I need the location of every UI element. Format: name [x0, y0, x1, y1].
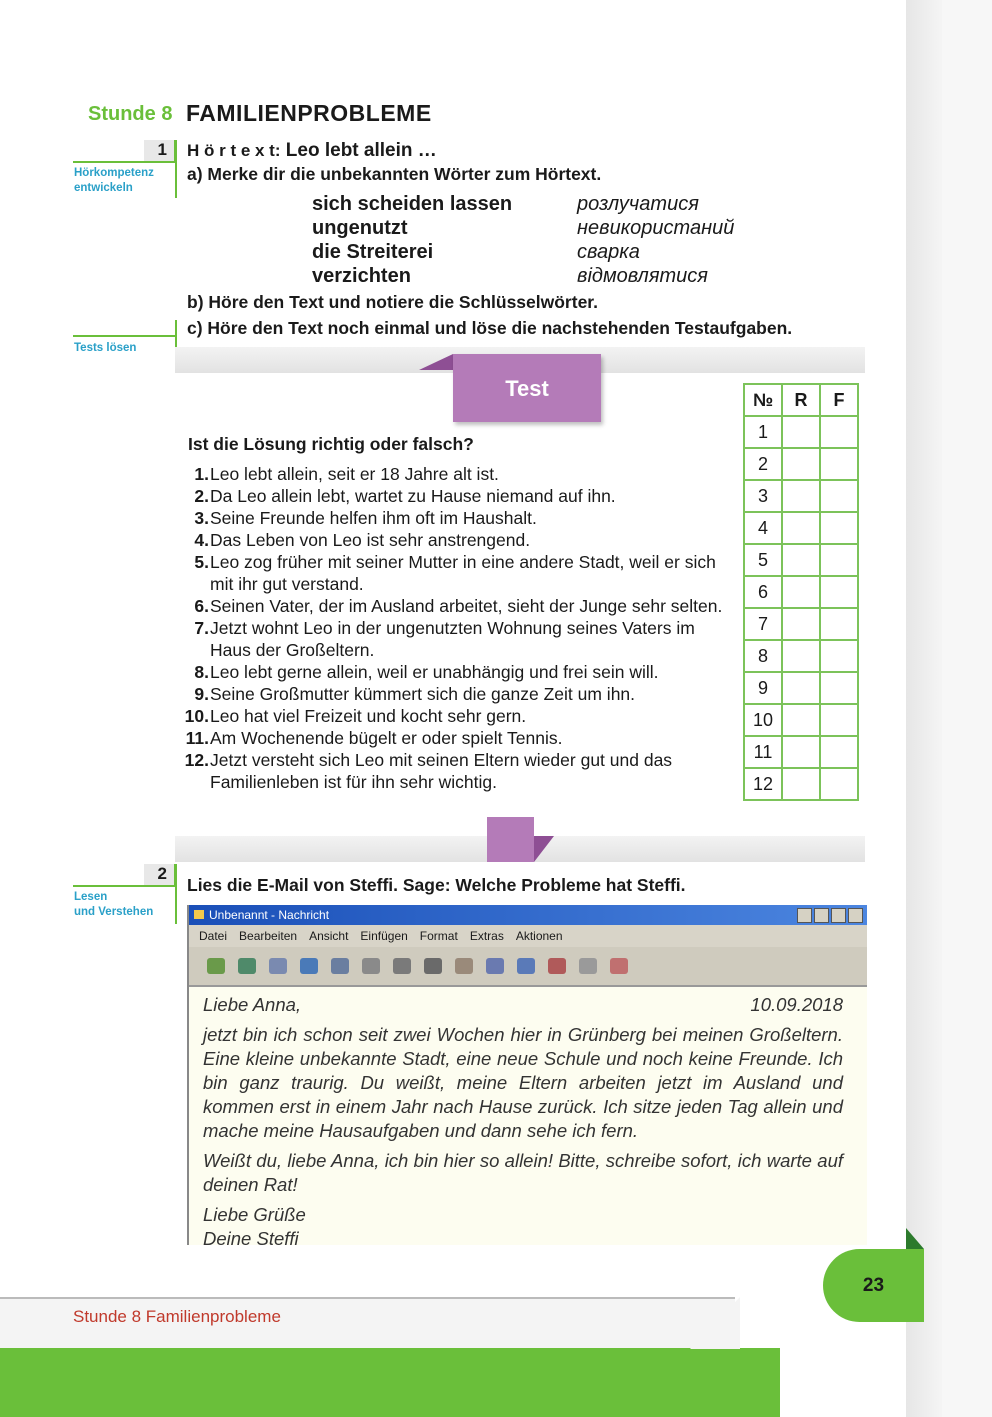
answer-cell-r[interactable]: [782, 768, 820, 800]
answer-row: [744, 640, 858, 672]
test-item: 10. Leo hat viel Freizeit und kocht sehr gern.: [184, 706, 527, 726]
answer-cell-r[interactable]: [782, 576, 820, 608]
answer-row-number: 7: [744, 608, 782, 640]
window-controls: [797, 908, 863, 923]
page-edge-inner: [942, 0, 992, 1417]
answer-row: [744, 672, 858, 704]
copy-icon[interactable]: [393, 958, 411, 974]
test-item: 3. Seine Freunde helfen ihm oft im Haushalt.: [194, 508, 537, 528]
answer-row-number: 9: [744, 672, 782, 704]
email-greeting: Liebe Anna,: [203, 994, 302, 1015]
side-rule-2: [73, 885, 176, 887]
email-window-title: Unbenannt - Nachricht: [209, 908, 330, 922]
instruction-task2: Lies die E-Mail von Steffi. Sage: Welche Probleme hat Steffi.: [187, 875, 686, 895]
menu-aktionen[interactable]: Aktionen: [515, 929, 563, 943]
answer-row: [744, 704, 858, 736]
save-icon[interactable]: [238, 958, 256, 974]
test-item: 5. Leo zog früher mit seiner Mutter in eine andere Stadt, weil er sich mit ihr gut verstand.: [194, 552, 716, 594]
answer-cell-f[interactable]: [820, 640, 858, 672]
email-titlebar: [189, 905, 867, 925]
side-label-tests: Tests lösen: [74, 342, 137, 354]
email-closing: Liebe Grüße: [203, 1204, 306, 1225]
answer-row: [744, 480, 858, 512]
hortext-heading: H ö r t e x t: Leo lebt allein …: [187, 140, 437, 161]
vocab-uk: відмовлятися: [577, 265, 708, 287]
answer-table: [743, 383, 859, 801]
email-date: 10.09.2018: [750, 994, 843, 1015]
page-tab-fold: [906, 1228, 924, 1249]
maximize-icon[interactable]: [831, 908, 846, 923]
test-item: 11. Am Wochenende bügelt er oder spielt Tennis.: [185, 728, 563, 748]
answer-cell-f[interactable]: [820, 672, 858, 704]
answer-cell-r[interactable]: [782, 416, 820, 448]
answer-cell-f[interactable]: [820, 448, 858, 480]
vocab-de: sich scheiden lassen: [312, 193, 513, 215]
envelope-icon: [194, 910, 204, 919]
answer-row-number: 11: [744, 736, 782, 768]
task-number-2: 2: [144, 864, 177, 886]
side-label-hoerkompetenz: Hörkompetenz entwickeln: [74, 167, 154, 194]
test-item: 6. Seinen Vater, der im Ausland arbeitet, sieht der Junge sehr selten.: [194, 596, 723, 616]
options-icon[interactable]: [579, 958, 597, 974]
page-number: 23: [823, 1249, 924, 1322]
address-book-icon[interactable]: [486, 958, 504, 974]
answer-row: [744, 512, 858, 544]
answer-header-f: F: [820, 384, 858, 416]
side-rule: [73, 161, 176, 163]
menu-bearbeiten[interactable]: Bearbeiten: [239, 929, 298, 943]
flag-icon[interactable]: [548, 958, 566, 974]
answer-row-number: 6: [744, 576, 782, 608]
answer-row: [744, 608, 858, 640]
answer-row-number: 3: [744, 480, 782, 512]
menu-ansicht[interactable]: Ansicht: [309, 929, 349, 943]
answer-row: [744, 544, 858, 576]
task-number-1: 1: [144, 140, 177, 162]
test-item: 4. Das Leben von Leo ist sehr anstrengend.: [194, 530, 531, 550]
answer-cell-f[interactable]: [820, 576, 858, 608]
answer-row: [744, 416, 858, 448]
side-rule-2-vertical: [175, 864, 177, 924]
menu-datei[interactable]: Datei: [199, 929, 228, 943]
answer-cell-f[interactable]: [820, 544, 858, 576]
answer-cell-r[interactable]: [782, 480, 820, 512]
vocab-list: [312, 193, 734, 289]
send-icon[interactable]: [207, 958, 225, 974]
upload-icon[interactable]: [300, 958, 318, 974]
vocab-uk: розлучатися: [577, 193, 699, 215]
answer-row-number: 10: [744, 704, 782, 736]
answer-cell-r[interactable]: [782, 512, 820, 544]
answer-row: [744, 448, 858, 480]
answer-header-number: №: [744, 384, 782, 416]
attach-icon[interactable]: [269, 958, 287, 974]
answer-cell-r[interactable]: [782, 608, 820, 640]
answer-row: [744, 576, 858, 608]
answer-cell-r[interactable]: [782, 640, 820, 672]
download-icon[interactable]: [331, 958, 349, 974]
footer-text: Stunde 8 Familienprobleme: [73, 1307, 281, 1326]
answer-cell-r[interactable]: [782, 736, 820, 768]
menu-einfuegen[interactable]: Einfügen: [360, 929, 408, 943]
side-rule-vertical: [175, 140, 177, 198]
answer-row-number: 8: [744, 640, 782, 672]
answer-row: [744, 736, 858, 768]
test-item: 2. Da Leo allein lebt, wartet zu Hause niemand auf ihn.: [194, 486, 616, 506]
vocab-de: ungenutzt: [312, 217, 408, 239]
test-question: Ist die Lösung richtig oder falsch?: [188, 434, 474, 454]
test-items: [175, 463, 735, 793]
answer-row-number: 4: [744, 512, 782, 544]
vocab-uk: невикористаний: [577, 217, 735, 239]
test-item: 7. Jetzt wohnt Leo in der ungenutzten Wohnung seines Vaters im Haus der Großeltern.: [194, 618, 695, 660]
side-rule-tests: [73, 335, 176, 337]
answer-header-r: R: [782, 384, 820, 416]
email-window: [187, 905, 867, 1249]
email-menubar: [189, 925, 867, 947]
test-item: 1. Leo lebt allein, seit er 18 Jahre alt ist.: [194, 464, 499, 484]
answer-cell-r[interactable]: [782, 704, 820, 736]
lesson-label: Stunde 8: [88, 103, 173, 125]
page-title: FAMILIENPROBLEME: [186, 100, 432, 126]
answer-cell-f[interactable]: [820, 416, 858, 448]
answer-cell-f[interactable]: [820, 704, 858, 736]
answer-cell-f[interactable]: [820, 736, 858, 768]
instruction-a: a) Merke dir die unbekannten Wörter zum Hörtext.: [187, 164, 602, 184]
check-names-icon[interactable]: [517, 958, 535, 974]
ribbon-end: [487, 817, 534, 862]
test-item: 12. Jetzt versteht sich Leo mit seinen Eltern wieder gut und das Familienleben ist für ihn sehr wichtig.: [184, 750, 673, 792]
answer-row-number: 5: [744, 544, 782, 576]
email-signature: Deine Steffi: [203, 1228, 299, 1249]
answer-row-number: 2: [744, 448, 782, 480]
help-icon[interactable]: [797, 908, 812, 923]
answer-cell-f[interactable]: [820, 480, 858, 512]
email-toolbar: [189, 947, 867, 987]
test-item: 9. Seine Großmutter kümmert sich die ganze Zeit um ihn.: [194, 684, 636, 704]
find-icon[interactable]: [455, 958, 473, 974]
instruction-c: c) Höre den Text noch einmal und löse die nachstehenden Testaufgaben.: [187, 318, 793, 338]
email-paragraph: Weißt du, liebe Anna, ich bin hier so allein! Bitte, schreibe sofort, ich warte auf deinen Rat!: [203, 1150, 843, 1195]
answer-row-number: 12: [744, 768, 782, 800]
email-body: [189, 987, 867, 1251]
menu-format[interactable]: Format: [419, 929, 458, 943]
close-icon[interactable]: [848, 908, 863, 923]
answer-cell-f[interactable]: [820, 768, 858, 800]
answer-cell-f[interactable]: [820, 512, 858, 544]
vocab-de: die Streiterei: [312, 241, 434, 263]
answer-cell-r[interactable]: [782, 672, 820, 704]
vocab-uk: сварка: [577, 241, 640, 263]
vocab-de: verzichten: [312, 265, 411, 287]
instruction-b: b) Höre den Text und notiere die Schlüsselwörter.: [187, 292, 599, 312]
print-icon[interactable]: [362, 958, 380, 974]
side-label-lesen: Lesen und Verstehen: [74, 891, 154, 918]
footer-green-band: [0, 1348, 780, 1417]
ribbon-fold: [419, 354, 453, 370]
answer-cell-r[interactable]: [782, 544, 820, 576]
test-label: Test: [453, 354, 601, 422]
answer-row-number: 1: [744, 416, 782, 448]
test-item: 8. Leo lebt gerne allein, weil er unabhängig und frei sein will.: [194, 662, 659, 682]
footer-band-slant: [690, 1297, 740, 1349]
paste-icon[interactable]: [424, 958, 442, 974]
ribbon-end-fold: [534, 836, 554, 862]
email-paragraph: jetzt bin ich schon seit zwei Wochen hier in Grünberg bei meinen Großeltern. Eine kleine unbekannte Stadt, eine neue Schule und noch keine Freunde. Ich bin ganz traurig. Du weißt, meine Eltern arbeiten jetzt im Ausland und kommen erst in einem Jahr nach Hause zurück. Ich sitze jeden Tag allein und mache meine Hausaufgaben und dann sehe ich fern.: [203, 1024, 843, 1141]
minimize-icon[interactable]: [814, 908, 829, 923]
answer-cell-r[interactable]: [782, 448, 820, 480]
answer-row: [744, 768, 858, 800]
answer-cell-f[interactable]: [820, 608, 858, 640]
menu-extras[interactable]: Extras: [469, 929, 504, 943]
priority-icon[interactable]: [610, 958, 628, 974]
